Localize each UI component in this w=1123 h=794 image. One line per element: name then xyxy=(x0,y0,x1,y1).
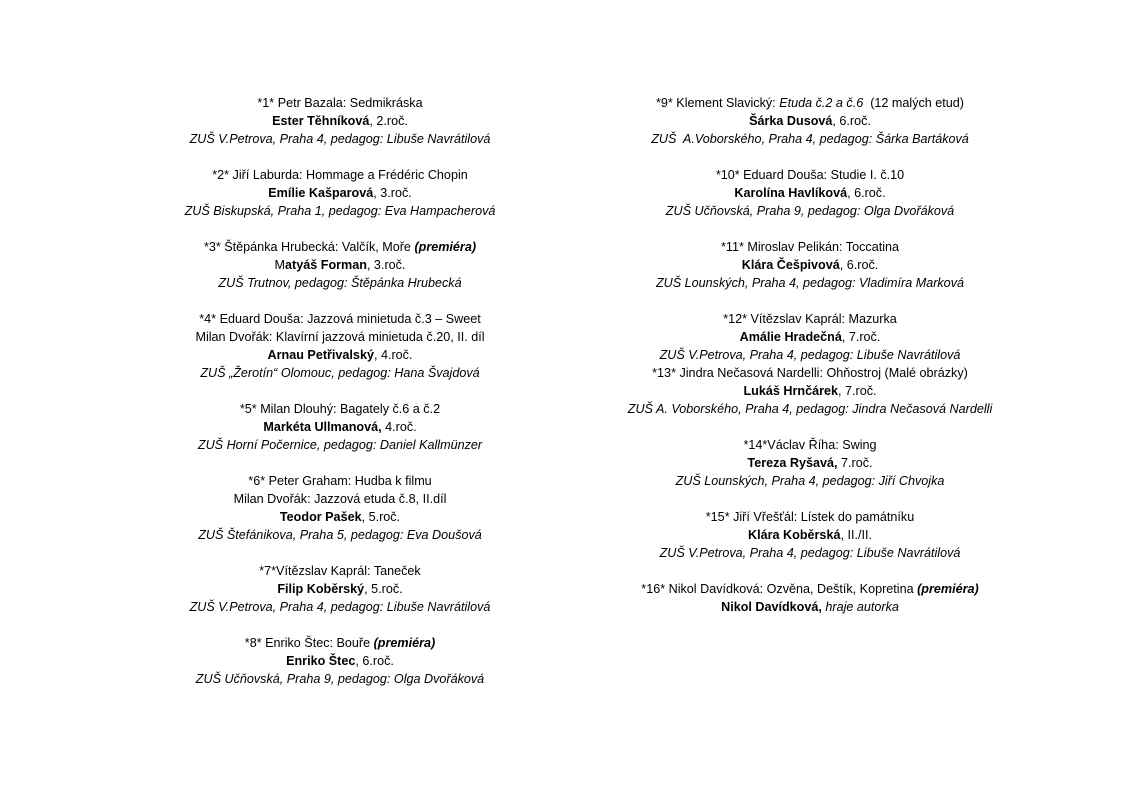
performer xyxy=(590,184,1030,202)
performer-name: Ester Těhníková xyxy=(272,114,370,128)
piece-title xyxy=(590,580,1030,598)
performer-grade: , 2.roč. xyxy=(369,114,408,128)
school-info: ZUŠ V.Petrova, Praha 4, pedagog: Libuše Navrátilová xyxy=(659,546,961,560)
piece-title: *10* Eduard Douša: Studie I. č.10 xyxy=(715,168,905,182)
performer xyxy=(590,454,1030,472)
program-entry-4 xyxy=(110,310,570,382)
performer-grade: 7.roč. xyxy=(837,456,873,470)
school-info: ZUŠ Lounských, Praha 4, pedagog: Vladimíra Marková xyxy=(655,276,964,290)
piece-title: *7*Vítězslav Kaprál: Taneček xyxy=(259,564,421,578)
school-info: ZUŠ V.Petrova, Praha 4, pedagog: Libuše Navrátilová xyxy=(189,600,491,614)
performer xyxy=(110,580,570,598)
program-entry-15 xyxy=(590,508,1030,562)
performer-name: Nikol Davídková, xyxy=(721,600,822,614)
program-entry-9 xyxy=(590,94,1030,148)
school-info: ZUŠ V.Petrova, Praha 4, pedagog: Libuše Navrátilová xyxy=(189,132,491,146)
program-column-left xyxy=(110,94,570,706)
piece-title: *6* Peter Graham: Hudba k filmu xyxy=(248,474,432,488)
performer-grade: , 6.roč. xyxy=(839,258,879,272)
program-column-right xyxy=(590,94,1030,634)
piece-title xyxy=(110,634,570,652)
school-info: ZUŠ Horní Počernice, pedagog: Daniel Kallmünzer xyxy=(197,438,483,452)
piece-title-italic: Etuda č.2 a č.6 xyxy=(779,96,864,110)
school-info: ZUŠ Trutnov, pedagog: Štěpánka Hrubecká xyxy=(218,276,462,290)
performer-name: Filip Koběrský xyxy=(277,582,365,596)
performer xyxy=(590,598,1030,616)
piece-title: *14*Václav Říha: Swing xyxy=(743,438,877,452)
performer xyxy=(110,256,570,274)
piece-title-text: *16* Nikol Davídková: Ozvěna, Deštík, Kopretina xyxy=(641,582,918,596)
school-info: ZUŠ A.Voborského, Praha 4, pedagog: Šárka Bartáková xyxy=(651,132,969,146)
school-info: ZUŠ V.Petrova, Praha 4, pedagog: Libuše Navrátilová xyxy=(659,348,961,362)
school-info: ZUŠ Učňovská, Praha 9, pedagog: Olga Dvořáková xyxy=(195,672,485,686)
performer xyxy=(110,508,570,526)
performer-name: Arnau Petřivalský xyxy=(267,348,374,362)
performer xyxy=(590,382,1030,400)
piece-title-tail: (12 malých etud) xyxy=(863,96,964,110)
performer-grade: , 4.roč. xyxy=(373,348,413,362)
piece-title-text: *3* Štěpánka Hrubecká: Valčík, Moře xyxy=(203,240,415,254)
piece-title: *4* Eduard Douša: Jazzová minietuda č.3 – Sweet xyxy=(199,312,481,326)
performer-grade: 4.roč. xyxy=(381,420,417,434)
piece-title: *5* Milan Dlouhý: Bagately č.6 a č.2 xyxy=(239,402,441,416)
performer-name: Markéta Ullmanová, xyxy=(263,420,382,434)
performer-name: Šárka Dusová xyxy=(749,114,833,128)
piece-title: *13* Jindra Nečasová Nardelli: Ohňostroj (Malé obrázky) xyxy=(652,366,968,380)
program-entry-1 xyxy=(110,94,570,148)
piece-title-second: Milan Dvořák: Klavírní jazzová minietuda č.20, II. díl xyxy=(195,330,485,344)
performer xyxy=(110,652,570,670)
program-entry-12 xyxy=(590,310,1030,364)
school-info: ZUŠ Biskupská, Praha 1, pedagog: Eva Hampacherová xyxy=(184,204,496,218)
performer-grade: , 7.roč. xyxy=(841,330,881,344)
program-entry-6 xyxy=(110,472,570,544)
performer xyxy=(590,526,1030,544)
performer-grade: , 6.roč. xyxy=(832,114,871,128)
piece-title: *15* Jiří Vřešťál: Lístek do památníku xyxy=(705,510,915,524)
performer-name: Klára Češpivová xyxy=(741,258,840,272)
performer-name: Enriko Štec xyxy=(286,654,356,668)
program-entry-2 xyxy=(110,166,570,220)
performer-name: Karolína Havlíková xyxy=(734,186,848,200)
piece-title: *2* Jiří Laburda: Hommage a Frédéric Chopin xyxy=(212,168,468,182)
premiere-note: (premiéra) xyxy=(373,636,436,650)
performer-grade: , 5.roč. xyxy=(361,510,401,524)
performer-name: atyáš Forman xyxy=(285,258,367,272)
performer-grade: , 6.roč. xyxy=(355,654,394,668)
performer-name: Amálie Hradečná xyxy=(739,330,842,344)
school-info: ZUŠ Lounských, Praha 4, pedagog: Jiří Chvojka xyxy=(675,474,945,488)
piece-title xyxy=(590,94,1030,112)
program-entry-5 xyxy=(110,400,570,454)
performer-grade: , 6.roč. xyxy=(847,186,886,200)
program-entry-10 xyxy=(590,166,1030,220)
performer xyxy=(110,184,570,202)
program-entry-8 xyxy=(110,634,570,688)
premiere-note: (premiéra) xyxy=(414,240,477,254)
performer xyxy=(590,256,1030,274)
performer-name: Tereza Ryšavá, xyxy=(747,456,838,470)
program-entry-11 xyxy=(590,238,1030,292)
performer xyxy=(110,418,570,436)
performer xyxy=(110,112,570,130)
performer-name: Lukáš Hrnčárek xyxy=(743,384,838,398)
performer-grade: , II./II. xyxy=(840,528,872,542)
performer-grade: , 7.roč. xyxy=(838,384,877,398)
performer-grade: , 3.roč. xyxy=(366,258,406,272)
program-entry-3 xyxy=(110,238,570,292)
piece-title xyxy=(110,238,570,256)
piece-title: *11* Miroslav Pelikán: Toccatina xyxy=(720,240,900,254)
performer-note: hraje autorka xyxy=(821,600,899,614)
performer-name-prefix: M xyxy=(274,258,286,272)
performer xyxy=(590,328,1030,346)
school-info: ZUŠ Učňovská, Praha 9, pedagog: Olga Dvořáková xyxy=(665,204,955,218)
program-entry-13 xyxy=(590,364,1030,418)
program-entry-16 xyxy=(590,580,1030,616)
piece-title: *12* Vítězslav Kaprál: Mazurka xyxy=(723,312,897,326)
performer-name: Teodor Pašek xyxy=(279,510,362,524)
school-info: ZUŠ A. Voborského, Praha 4, pedagog: Jindra Nečasová Nardelli xyxy=(627,402,993,416)
performer-grade: , 3.roč. xyxy=(373,186,412,200)
premiere-note: (premiéra) xyxy=(917,582,979,596)
piece-title-second: Milan Dvořák: Jazzová etuda č.8, II.díl xyxy=(233,492,447,506)
performer xyxy=(110,346,570,364)
program-entry-7 xyxy=(110,562,570,616)
performer-grade: , 5.roč. xyxy=(364,582,403,596)
piece-title-text: *8* Enriko Štec: Bouře xyxy=(244,636,374,650)
school-info: ZUŠ „Žerotín“ Olomouc, pedagog: Hana Švajdová xyxy=(200,366,480,380)
piece-title: *1* Petr Bazala: Sedmikráska xyxy=(257,96,423,110)
program-entry-14 xyxy=(590,436,1030,490)
piece-title-text: *9* Klement Slavický: xyxy=(655,96,780,110)
performer-name: Emílie Kašparová xyxy=(268,186,374,200)
performer-name: Klára Koběrská xyxy=(748,528,841,542)
school-info: ZUŠ Štefánikova, Praha 5, pedagog: Eva Doušová xyxy=(198,528,482,542)
performer xyxy=(590,112,1030,130)
